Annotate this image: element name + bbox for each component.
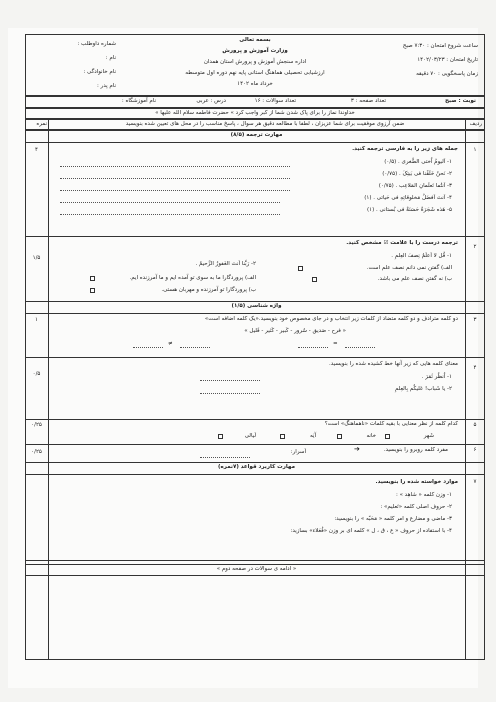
q3-equals-sign: = [333, 341, 338, 347]
q2-left-checkbox-a[interactable] [90, 276, 95, 281]
q7-number: ۷ [473, 479, 477, 485]
section-translation: مهارت ترجمه (۸/۵) [230, 132, 283, 138]
q1-item-5: ۵- هَذه شَجَرَةٌ حَسَنَةٌ فی بُستانی . (۱) [367, 207, 452, 213]
q1-answer-line-3[interactable] [60, 190, 290, 191]
col-score-label: نمره [36, 121, 47, 127]
q5-option-4: لَیالی [244, 433, 256, 439]
q1-title: جمله های زیر را به فارسی ترجمه کنید. [352, 146, 458, 152]
q5-checkbox-2[interactable] [337, 434, 342, 439]
q7-item-2: ۲- حروف اصلی کلمه «تَعلیم» : [380, 504, 452, 510]
score-col-divider [48, 119, 49, 660]
footer-continue-note: « ادامه ی سوالات در صفحه دوم » [216, 566, 297, 572]
header-ministry: وزارت آموزش و پرورش [222, 48, 288, 54]
q4-answer-line-2[interactable] [200, 393, 260, 394]
q5-option-2: خانه [366, 433, 376, 439]
q4-item-2: ۲- یا شَباب! عَلیکُم بِالعِلمِ [395, 386, 452, 392]
info-school: نام آموزشگاه : [121, 98, 156, 104]
header-basmala: بسمه تعالی [239, 37, 271, 43]
q3-synonym-line-2[interactable] [298, 347, 328, 348]
q5-title: کدام کلمه از نظر معنایی با بقیه کلمات «ناهماهنگ» است؟ [324, 421, 458, 427]
q5-number: ۵ [473, 422, 477, 428]
candidate-number-label: شماره داوطلب : [77, 41, 116, 47]
section-vocab: واژه شناسی (۱/۵) [231, 303, 282, 309]
instruction-text: ضمن آرزوی موفقیت برای شما عزیزان ، لطفا با مطالعه دقیق هر سوال ، پاسخ مناسب را در محل های تعیین شده بنویسید [125, 121, 405, 127]
info-subject: درس : عربی [196, 98, 226, 104]
info-questions: تعداد سوالات : ۱۶ [254, 98, 296, 104]
q1-answer-line-2[interactable] [60, 178, 290, 179]
q2-right-item: ۱- قُل لا اَعلَمُ نِصفَ العِلمِ . [391, 253, 452, 259]
q2-title: ترجمه درست را با علامت ☑ مشخص کنید. [346, 240, 458, 246]
q1-item-3: ۳- اَنتُما تَعلَمانِ المَلاعِب . (۰/۷۵) [378, 183, 452, 189]
family-name-label: نام خانوادگی : [83, 69, 116, 75]
divider [25, 142, 485, 143]
q4-item-1: ۱- اُنظُر ثَمَرَ . [421, 374, 452, 380]
q1-score: ۴ [35, 147, 38, 153]
q2-number: ۲ [473, 244, 477, 250]
header-office: اداره سنجش آموزش و پرورش استان همدان [203, 59, 307, 65]
q3-number: ۳ [473, 317, 477, 323]
q2-right-option-a: الف) گفتن نمی دانم نصف علم است. [366, 265, 452, 271]
q5-option-3: آیَه [309, 433, 316, 439]
divider [25, 462, 485, 463]
q4-title: معنای کلمه هایی که زیر آنها خط کشیده شده را بنویسید. [329, 361, 458, 367]
q1-item-4: ۴- اَنتَ اَفضَلُ مَخلوقاتِهِ فی حَیاتی . (۱) [364, 195, 452, 201]
q1-answer-line-1[interactable] [60, 166, 290, 167]
q2-left-item: ۲- رَبَّنا اَنتَ الغَفورُ الرَّحیمُ . [195, 261, 256, 267]
q3-word-list: « فرح - صَدیق - سُرور - کَبیر - کَثیر - قَلیل » [244, 328, 346, 334]
q7-title: موارد خواسته شده را بنویسید. [375, 479, 458, 485]
section-grammar: مهارت کاربرد قواعد (۷نمره) [218, 464, 295, 470]
father-name-label: نام پدر : [96, 83, 116, 89]
name-label: نام : [105, 55, 116, 61]
q2-score: ۱/۵ [32, 255, 41, 261]
q1-answer-line-4[interactable] [60, 202, 280, 203]
q5-checkbox-1[interactable] [385, 434, 390, 439]
info-pages: تعداد صفحه : ۳ [350, 98, 386, 104]
q3-antonym-line-1[interactable] [180, 347, 210, 348]
q3-title: دو کلمه مترادف و دو کلمه متضاد از کلمات زیر انتخاب و در جای مخصوص خود بنویسید.«یک کلمه اضافه است» [204, 316, 458, 322]
q6-answer-line[interactable] [200, 457, 250, 458]
q6-title: مفرد کلمه روبرو را بنویسید. [383, 447, 448, 453]
q6-word: اَسرار: [290, 449, 306, 455]
divider [25, 560, 485, 561]
q6-arrow-icon: ➔ [354, 445, 360, 453]
info-shift: نوبت : صبح [445, 98, 476, 104]
header-session: خرداد ماه ۱۴۰۲ [237, 81, 273, 87]
divider [25, 313, 485, 314]
col-row-label: ردیف [469, 121, 482, 127]
divider [25, 419, 485, 420]
q3-antonym-line-2[interactable] [133, 347, 163, 348]
q2-left-option-a: الف) پروردگارا ما به سوی تو آمده ایم و ما آمرزنده ایم. [129, 275, 256, 281]
header-exam-desc: ارزشیابی تحصیلی هماهنگ استانی پایه نهم دوره اول متوسطه [185, 70, 325, 76]
q2-left-checkbox-b[interactable] [90, 288, 95, 293]
q3-synonym-line-1[interactable] [345, 347, 375, 348]
divider [25, 444, 485, 445]
q6-number: ۶ [473, 447, 477, 453]
divider [25, 357, 485, 358]
q7-item-3: ۳- ماضی و مضارع و امر کلمه « مَحَبّه » را بنویسید: [334, 516, 452, 522]
q4-number: ۴ [473, 365, 477, 371]
q4-answer-line-1[interactable] [200, 380, 260, 381]
exam-date: تاریخ امتحان : ۱۴۰۲/۰۳/۲۳ [417, 57, 478, 63]
q6-score: ۰/۲۵ [31, 449, 42, 455]
q1-item-1: ۱- اَلیومُ اُختی الصُّغری . (۰/۵) [384, 159, 452, 165]
prayer-text: « خداوندا نماز را برای پاک شدن شما از کبر واجب کرد » حضرت فاطمه سلام الله علیها [155, 110, 355, 116]
q1-answer-line-5[interactable] [60, 214, 280, 215]
q2-right-option-b: ب) نه گفتن نصف علم می باشد. [377, 276, 452, 282]
q7-item-4: ۴- با استفاده از حروف « ع ، ق ، ل » کلمه ای بر وزن «فُعَلاء» بسازید: [290, 528, 452, 534]
q1-item-2: ۲- نَحنُ خَلَقْنا فی بَیتِکَ . (۰/۷۵) [382, 171, 452, 177]
q2-right-checkbox-b[interactable] [312, 277, 317, 282]
q1-number: ۱ [473, 147, 477, 153]
exam-duration: زمان پاسخگویی : ۷۰ دقیقه [416, 71, 478, 77]
q3-score: ۱ [35, 317, 38, 323]
divider [25, 474, 485, 475]
q5-option-1: شَهر [423, 433, 434, 439]
q5-checkbox-3[interactable] [280, 434, 285, 439]
q7-item-1: ۱- وزن کلمه « شاهِد » : [395, 492, 452, 498]
divider [25, 301, 485, 302]
q5-score: ۰/۲۵ [31, 422, 42, 428]
q5-checkbox-4[interactable] [218, 434, 223, 439]
exam-start-time: ساعت شروع امتحان : ۷:۳۰ صبح [402, 43, 478, 49]
q2-left-option-b: ب) پروردگارا تو آمرزنده و مهربان هستی. [161, 287, 256, 293]
q2-right-checkbox-a[interactable] [298, 266, 303, 271]
q3-not-equals-sign: ≠ [168, 341, 173, 347]
divider [25, 236, 485, 237]
q4-score: ۰/۵ [32, 371, 41, 377]
row-col-divider [465, 119, 466, 660]
